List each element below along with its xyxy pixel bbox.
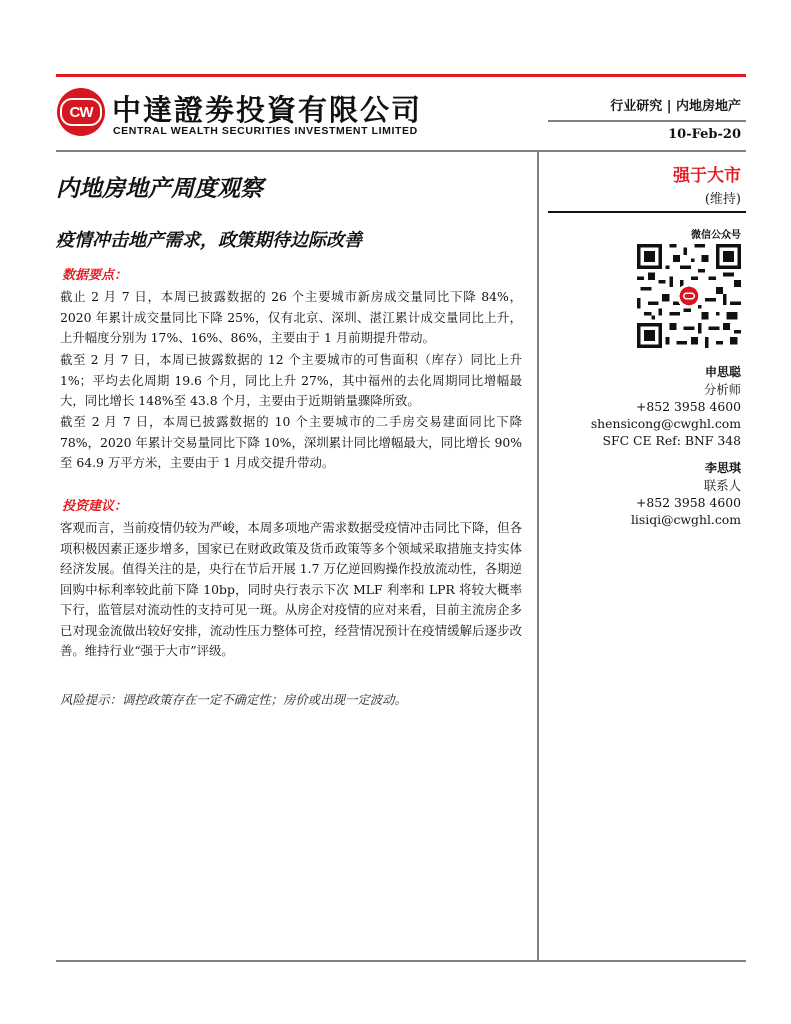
- highlight-paragraph-3: 截至 2 月 7 日，本周已披露数据的 10 个主要城市的二手房交易建面同比下降 78%，2020 年累计交易量同比下降 10%，深圳累计同比增幅最大，同比增长 90%至 64.9 万平方米，主要由于 1 月成交提升带动。: [60, 414, 522, 470]
- data-highlights-heading: 数据要点：: [62, 268, 128, 283]
- report-subtitle: 疫情冲击地产需求，政策期待边际改善: [56, 230, 362, 251]
- company-logo: [57, 88, 105, 136]
- contact-name: 李思琪: [704, 461, 741, 475]
- contact-phone: +852 3958 4600: [636, 495, 741, 510]
- wechat-qr-code[interactable]: [637, 244, 741, 348]
- highlight-paragraph-1: 截止 2 月 7 日，本周已披露数据的 26 个主要城市新房成交量同比下降 84%，2020 年累计成交量同比下降 25%，仅有北京、深圳、湛江累计成交量同比上升，上升幅度分别为 17%、16%、86%，主要由于 1 月前期提升带动。: [60, 289, 522, 345]
- report-date: 10-Feb-20: [668, 127, 741, 142]
- column-divider: [537, 152, 539, 960]
- analyst-role: 分析师: [703, 382, 741, 397]
- category-divider: [548, 120, 746, 122]
- report-title: 内地房地产周度观察: [56, 175, 263, 202]
- header-gray-rule: [56, 150, 746, 152]
- analyst-phone: +852 3958 4600: [636, 399, 741, 414]
- company-name-cn: 中達證劵投資有限公司: [112, 93, 423, 127]
- contact-role: 联系人: [703, 478, 741, 493]
- industry-rating: 强于大市: [673, 166, 741, 186]
- header-red-rule: [56, 74, 746, 77]
- analyst-card-1: [591, 364, 741, 449]
- logo-mark: CW: [60, 98, 102, 126]
- footer-rule: [56, 960, 746, 962]
- highlight-paragraph-2: 截至 2 月 7 日，本周已披露数据的 12 个主要城市的可售面积（库存）同比上升 1%；平均去化周期 19.6 个月，同比上升 27%，其中福州的去化周期同比增幅最大，同比增长 148%至 43.8 个月，主要由于近期销量骤降所致。: [60, 352, 522, 408]
- contact-email[interactable]: lisiqi@cwghl.com: [630, 512, 741, 527]
- investment-advice-heading: 投资建议：: [62, 499, 128, 514]
- risk-warning: 风险提示：调控政策存在一定不确定性；房价或出现一定波动。: [60, 692, 407, 707]
- analyst-email[interactable]: shensicong@cwghl.com: [590, 416, 741, 431]
- wechat-label: 微信公众号: [691, 230, 741, 241]
- rating-status: (维持): [704, 192, 741, 207]
- rating-rule: [548, 211, 746, 213]
- analyst-sfc-ref: SFC CE Ref: BNF 348: [602, 433, 741, 448]
- company-name-en: CENTRAL WEALTH SECURITIES INVESTMENT LIMITED: [113, 125, 418, 137]
- analyst-card-2: [631, 460, 741, 528]
- report-category: 行业研究 | 内地房地产: [610, 99, 741, 114]
- analyst-name: 申思聪: [704, 365, 741, 379]
- investment-advice-paragraph: 客观而言，当前疫情仍较为严峻，本周多项地产需求数据受疫情冲击同比下降，但各项积极因素正逐步增多，国家已在财政政策及货币政策等多个领域采取措施支持实体经济发展。值得关注的是，央行在节后开展 1.7 万亿逆回购操作投放流动性，各期逆回购中标利率较此前下降 10bp，同时央行表示下次 MLF 利率和 LPR 将较大概率下行，监管层对流动性的支持可见一斑。从房企对疫情的应对来看，目前主流房企多已对现金流做出较好安排，流动性压力整体可控，经营情况预计在疫情缓解后逐步改善。维持行业“强于大市”评级。: [60, 520, 522, 658]
